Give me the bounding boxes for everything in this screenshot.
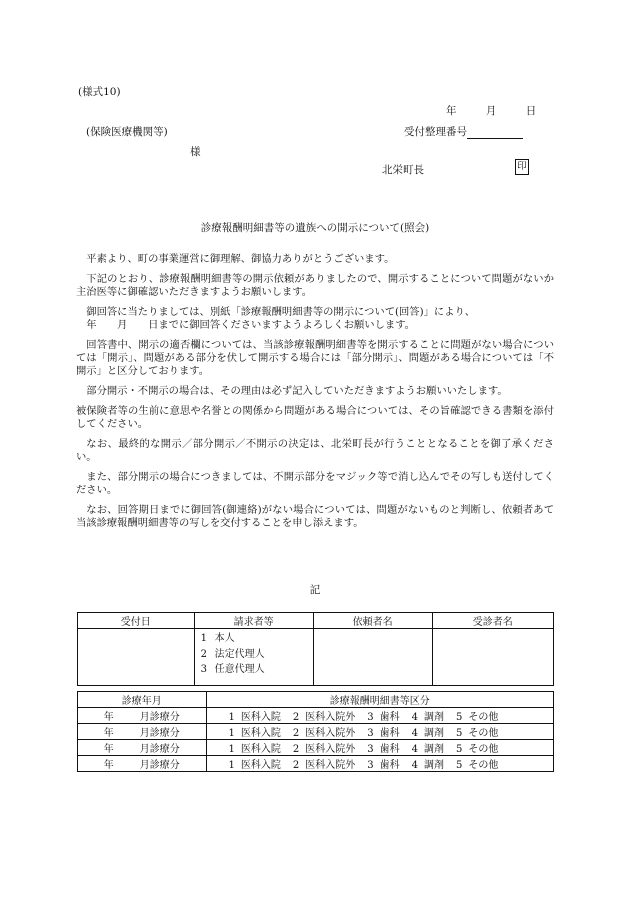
- statement-category-cell[interactable]: [206, 708, 553, 724]
- category-number: 3: [367, 712, 374, 723]
- reception-date-cell[interactable]: [78, 629, 195, 686]
- category-label: 医科入院: [240, 728, 281, 739]
- request-table: [77, 612, 554, 686]
- category-label: 歯科: [379, 712, 400, 723]
- paragraph: 被保険者等の生前に意思や名誉との関係から問題がある場合については、その旨確認できる書類を添付してください。: [76, 404, 554, 430]
- category-label: その他: [468, 760, 499, 771]
- category-number: 5: [456, 712, 463, 723]
- category-label: 医科入院外: [305, 728, 356, 739]
- header-patient-name: 受診者名: [432, 613, 553, 629]
- paragraph: 部分開示・不開示の場合は、その理由は必ず記入していただきますようお願いいたします。: [86, 385, 508, 397]
- statement-category-cell[interactable]: [206, 724, 553, 740]
- receipt-number-label: 受付整理番号: [404, 126, 467, 138]
- paragraph: なお、回答期日までに御回答(御連絡)がない場合については、問題がないものと判断し、依頼者あて当該診療報酬明細書等の写しを交付することを申し添えます。: [76, 503, 554, 529]
- treatment-month-cell[interactable]: [78, 724, 207, 740]
- category-label: 調剤: [424, 728, 445, 739]
- form-number: (様式10): [78, 86, 121, 98]
- category-number: 1: [228, 728, 235, 739]
- receipt-number-blank[interactable]: [467, 127, 523, 139]
- paragraph: また、部分開示の場合につきましては、不開示部分をマジック等で消し込んでその写しも送付してください。: [76, 470, 554, 496]
- body-text: [76, 253, 554, 537]
- paragraph: 年 月 日までに御回答くださいますようよろしくお願いします。: [86, 319, 415, 331]
- patient-name-cell[interactable]: [432, 629, 553, 686]
- seal-stamp: 印: [515, 159, 529, 175]
- category-number: 3: [367, 728, 374, 739]
- category-number: 1: [228, 712, 235, 723]
- period-year: 年: [103, 760, 114, 771]
- honorific: 様: [190, 146, 201, 158]
- category-number: 5: [456, 760, 463, 771]
- claimant-option: 2 法定代理人: [200, 648, 265, 660]
- category-number: 3: [367, 760, 374, 771]
- statement-category-cell[interactable]: [206, 740, 553, 756]
- header-statement-category: 診療報酬明細書等区分: [206, 692, 553, 708]
- category-label: 医科入院外: [305, 760, 356, 771]
- claimant-option: 1 本人: [200, 633, 235, 644]
- header-claimant: 請求者等: [194, 613, 313, 629]
- category-number: 3: [367, 744, 374, 755]
- category-label: 医科入院外: [305, 712, 356, 723]
- category-number: 1: [228, 744, 235, 755]
- period-month: 月診療分: [139, 760, 180, 771]
- paragraph: 下記のとおり、診療報酬明細書等の開示依頼がありましたので、開示することについて問題がないか主治医等に御確認いただきますようお願いします。: [76, 272, 554, 298]
- document-title: 診療報酬明細書等の遺族への開示について(照会): [200, 222, 430, 234]
- category-label: 医科入院: [240, 744, 281, 755]
- table-row: [78, 756, 554, 772]
- category-label: 歯科: [379, 728, 400, 739]
- table-row: [78, 708, 554, 724]
- date-day: 日: [525, 105, 537, 117]
- date-month: 月: [485, 105, 497, 117]
- category-label: 調剤: [424, 744, 445, 755]
- category-label: 調剤: [424, 760, 445, 771]
- category-label: その他: [468, 728, 499, 739]
- statement-category-cell[interactable]: [206, 756, 553, 772]
- category-number: 4: [411, 728, 419, 739]
- claimant-cell[interactable]: [194, 629, 313, 686]
- date-year: 年: [446, 105, 457, 117]
- category-number: 4: [411, 712, 419, 723]
- category-number: 5: [456, 744, 463, 755]
- period-year: 年: [103, 728, 114, 739]
- category-number: 1: [228, 760, 235, 771]
- category-label: その他: [468, 744, 499, 755]
- period-year: 年: [103, 744, 114, 755]
- period-month: 月診療分: [139, 744, 180, 755]
- period-table: [77, 691, 554, 772]
- treatment-month-cell[interactable]: [78, 708, 207, 724]
- requester-name-cell[interactable]: [313, 629, 432, 686]
- category-label: その他: [468, 712, 499, 723]
- claimant-list: [195, 629, 313, 678]
- treatment-month-cell[interactable]: [78, 740, 207, 756]
- category-label: 医科入院外: [305, 744, 356, 755]
- category-number: 2: [292, 712, 300, 723]
- paragraph: 回答書中、開示の適否欄については、当該診療報酬明細書等を開示することに問題がない場合については「開示」、問題がある部分を伏して開示する場合には「部分開示」、問題がある場合については「不開示」と区分しております。: [76, 338, 554, 378]
- category-number: 2: [292, 760, 300, 771]
- category-number: 2: [292, 744, 300, 755]
- ki-label: 記: [309, 584, 321, 596]
- treatment-month-cell[interactable]: [78, 756, 207, 772]
- header-reception-date: 受付日: [78, 613, 195, 629]
- category-label: 調剤: [424, 712, 445, 723]
- category-number: 2: [292, 728, 300, 739]
- period-year: 年: [103, 712, 114, 723]
- table-row: [78, 724, 554, 740]
- category-label: 医科入院: [240, 760, 281, 771]
- category-label: 歯科: [379, 760, 400, 771]
- period-month: 月診療分: [139, 712, 180, 723]
- paragraph: 平素より、町の事業運営に御理解、御協力ありがとうございます。: [86, 253, 395, 265]
- institution-label: (保険医療機関等): [86, 126, 168, 138]
- paragraph: なお、最終的な開示／部分開示／不開示の決定は、北栄町長が行うこととなることを御了承ください。: [76, 437, 554, 463]
- header-treatment-month: 診療年月: [78, 692, 207, 708]
- paragraph: 御回答に当たりましては、別紙「診療報酬明細書等の開示について(回答)」により、: [86, 305, 476, 318]
- category-number: 5: [456, 728, 463, 739]
- receipt-number: [404, 124, 523, 139]
- sender-name: 北栄町長: [382, 164, 424, 176]
- period-month: 月診療分: [139, 728, 180, 739]
- category-number: 4: [411, 744, 419, 755]
- date-line: [446, 103, 536, 118]
- category-label: 歯科: [379, 744, 400, 755]
- category-label: 医科入院: [240, 712, 281, 723]
- table-row: [78, 740, 554, 756]
- category-number: 4: [411, 760, 419, 771]
- header-requester-name: 依頼者名: [313, 613, 432, 629]
- claimant-option: 3 任意代理人: [200, 664, 265, 675]
